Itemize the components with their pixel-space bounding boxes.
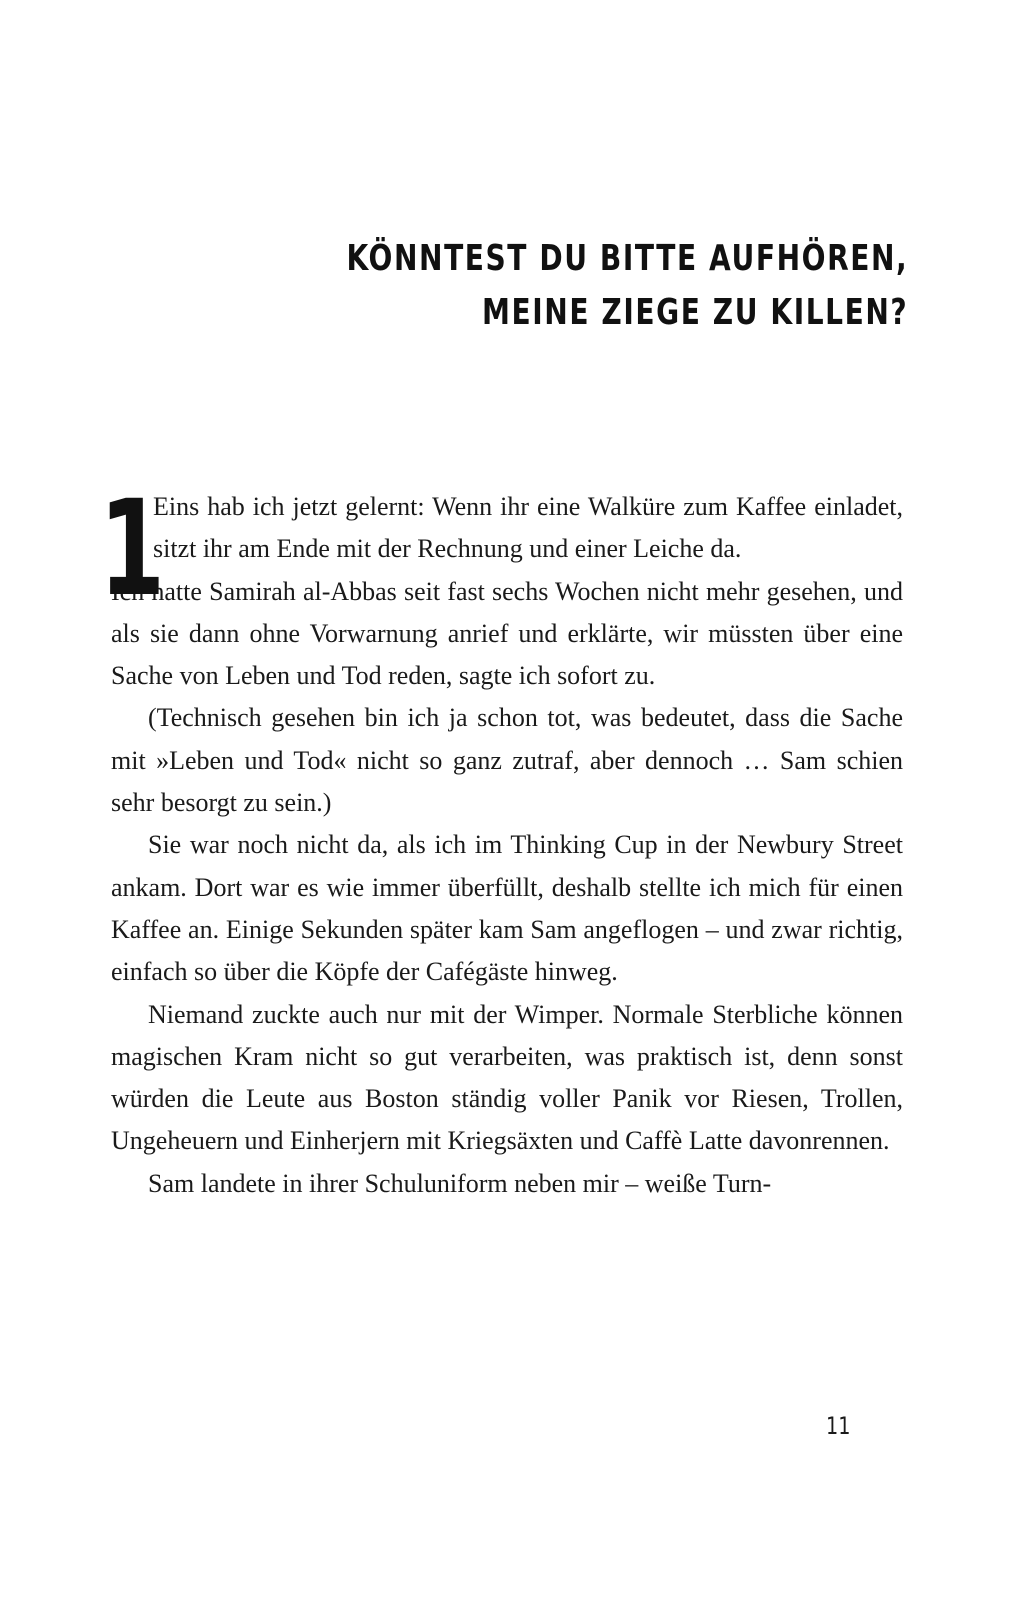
paragraph-4: Sie war noch nicht da, als ich im Thinking Cup in der Newbury Street ankam. Dort war es wie immer überfüllt, deshalb stellte ich mich für einen Kaffee an. Einige Sekunden später kam Sam angeflogen – und zwar richtig, einfach so über die Köpfe der Cafégäste hinweg. [111, 830, 903, 987]
chapter-title-line-1: KÖNNTEST DU BITTE AUFHÖREN, [346, 238, 908, 279]
paragraph-1 [99, 472, 903, 626]
chapter-title [346, 232, 908, 340]
paragraph-3: (Technisch gesehen bin ich ja schon tot, was bedeutet, dass die Sache mit »Leben und Tod« nicht so ganz zutraf, aber dennoch … Sam schien sehr besorgt zu sein.) [111, 703, 903, 818]
paragraph-2: Ich hatte Samirah al-Abbas seit fast sechs Wochen nicht mehr gesehen, und als sie dann ohne Vorwarnung anrief und erklärte, wir müssten über eine Sache von Leben und Tod reden, sagte ich sofort zu. [111, 576, 903, 691]
paragraph-5: Niemand zuckte auch nur mit der Wimper. Normale Sterbliche können magischen Kram nicht so gut verarbeiten, was praktisch ist, denn sonst würden die Leute aus Boston ständig voller Panik vor Riesen, Trollen, Ungeheuern und Einherjern mit Kriegsäxten und Caffè Latte davonrennen. [111, 999, 903, 1156]
page-number: 11 [826, 1412, 851, 1440]
chapter-title-line-2: MEINE ZIEGE ZU KILLEN? [481, 292, 908, 333]
drop-cap: 1 [99, 472, 166, 626]
body-text [99, 472, 903, 1205]
paragraph-1-text: Eins hab ich jetzt gelernt: Wenn ihr eine Walküre zum Kaffee einladet, sitzt ihr am Ende mit der Rechnung und einer Leiche da. [153, 492, 903, 564]
paragraph-6: Sam landete in ihrer Schuluniform neben mir – weiße Turn- [148, 1168, 772, 1198]
